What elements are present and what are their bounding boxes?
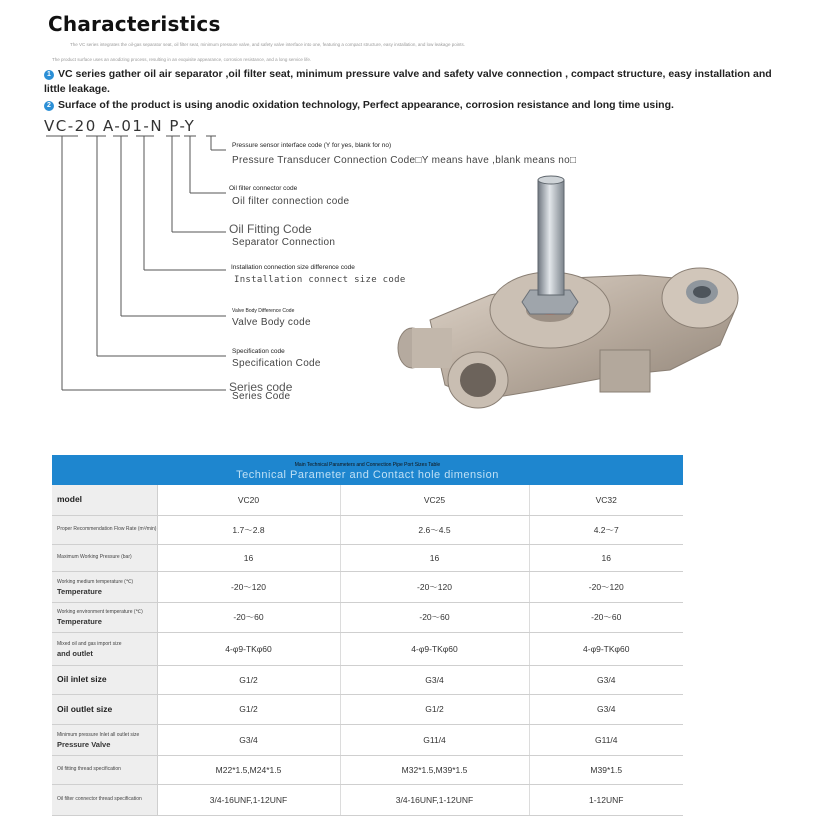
table-row [52,515,683,544]
code-label-install: Installation connect size code [234,275,406,285]
row-label [52,544,157,571]
number-1-icon: 1 [44,70,54,80]
table-row [52,544,683,571]
code-label-valve: Valve Body code [232,317,311,328]
row-label [52,515,157,544]
row-label-main: Temperature [57,586,102,596]
table-row [52,665,683,694]
row-label [52,784,157,815]
intro-line-2: The product surface uses an anodizing process, resulting in an exquisite appearance, corrosion resistance, and a long service life. [52,57,312,62]
code-label-pressure-small: Pressure sensor interface code (Y for yes, blank for no) [232,142,392,149]
table-cell: -20～60 [340,602,529,632]
code-label-valve-small: Valve Body Difference Code [232,308,295,314]
row-label-small: Working medium temperature (℃) [57,578,134,585]
table-cell: VC20 [157,485,340,515]
row-label-main: Temperature [57,617,102,626]
technical-parameters-table [52,485,683,816]
code-label-spec: Specification Code [232,358,321,369]
table-row [52,755,683,784]
row-label [52,724,157,755]
table-cell: G3/4 [529,665,683,694]
code-label-pressure: Pressure Transducer Connection Code□Y means have ,blank means no□ [232,155,577,166]
table-cell: G3/4 [157,724,340,755]
number-2-icon: 2 [44,101,54,111]
row-label-main: and outlet [57,648,93,658]
table-cell: G1/2 [157,665,340,694]
page-title: Characteristics [48,12,221,36]
table-cell: G3/4 [340,665,529,694]
table-cell: G11/4 [529,724,683,755]
row-label-small: Proper Recommendation Flow Rate (m³/min) [57,526,157,532]
table-cell: -20～120 [157,571,340,602]
row-label [52,632,157,665]
table-caption-small: Main Technical Parameters and Connection Pipe Port Sizes Table [294,462,441,468]
table-cell: 16 [157,544,340,571]
table-cell: 4-φ9-TKφ60 [157,632,340,665]
table-caption-title: Technical Parameter and Contact hole dimension [236,469,499,481]
code-label-oil-filter: Oil filter connection code [232,196,350,207]
row-label [52,571,157,602]
table-cell: 2.6～4.5 [340,515,529,544]
table-cell: VC32 [529,485,683,515]
code-label-oil-fitting: Separator Connection [232,237,336,248]
row-label-small: Working environment temperature (℃) [57,609,143,615]
table-cell: -20～60 [529,602,683,632]
code-label-series-small: Series code [229,380,293,394]
table-cell: 3/4-16UNF,1-12UNF [157,784,340,815]
row-label [52,665,157,694]
table-cell: -20～120 [529,571,683,602]
row-label [52,755,157,784]
table-row [52,602,683,632]
table-cell: 4-φ9-TKφ60 [340,632,529,665]
table-cell: M32*1.5,M39*1.5 [340,755,529,784]
code-label-series: Series Code [232,391,291,402]
table-cell: VC25 [340,485,529,515]
code-label-oil-fitting-small: Oil Fitting Code [229,222,312,236]
row-label-main: Oil outlet size [57,703,113,714]
table-cell: M39*1.5 [529,755,683,784]
code-label-oil-filter-small: Oil filter connector code [229,185,298,192]
intro-line-1: The VC series integrates the oil-gas separator seat, oil filter seat, minimum pressure valve, and safety valve interface into one, featuring a compact structure, easy installation, and low leakage points. [70,42,465,47]
table-row [52,694,683,724]
table-cell: 3/4-16UNF,1-12UNF [340,784,529,815]
row-label-small: Oil filter connector thread specification [57,796,142,802]
table-cell: G11/4 [340,724,529,755]
row-label-main: Pressure Valve [57,739,111,749]
feature-2-text: Surface of the product is using anodic oxidation technology, Perfect appearance, corrosion resistance and long time using. [58,99,674,111]
row-label-small: Minimum pressure Inlet all outlet size [57,731,140,738]
model-code: VC-20 A-01-N P-Y [44,117,196,135]
table-cell: 16 [340,544,529,571]
code-label-install-small: Installation connection size difference code [231,264,355,271]
code-label-spec-small: Specification code [232,348,285,355]
table-caption [52,455,683,485]
row-label [52,694,157,724]
table-cell: -20～120 [340,571,529,602]
row-label [52,485,157,515]
table-row [52,724,683,755]
table-row [52,784,683,815]
row-label [52,602,157,632]
table-cell: G3/4 [529,694,683,724]
table-cell: 16 [529,544,683,571]
table-row [52,485,683,515]
table-row [52,632,683,665]
row-label-small: Mixed oil and gas import size [57,640,122,647]
feature-1-text: VC series gather oil air separator ,oil filter seat, minimum pressure valve and safety valve connection , compact structure, easy installation and little leakage. [44,68,772,95]
table-cell: M22*1.5,M24*1.5 [157,755,340,784]
table-cell: 4-φ9-TKφ60 [529,632,683,665]
row-label-small: Maximum Working Pressure (bar) [57,554,132,560]
table-cell: 4.2～7 [529,515,683,544]
table-cell: G1/2 [340,694,529,724]
table-cell: G1/2 [157,694,340,724]
row-label-main: Oil inlet size [57,674,107,684]
row-label-small: Oil fitting thread specification [57,766,121,772]
valve-product-image [390,170,760,430]
table-cell: 1-12UNF [529,784,683,815]
table-cell: -20～60 [157,602,340,632]
table-row [52,571,683,602]
row-label-main: model [57,494,83,505]
table-cell: 1.7～2.8 [157,515,340,544]
